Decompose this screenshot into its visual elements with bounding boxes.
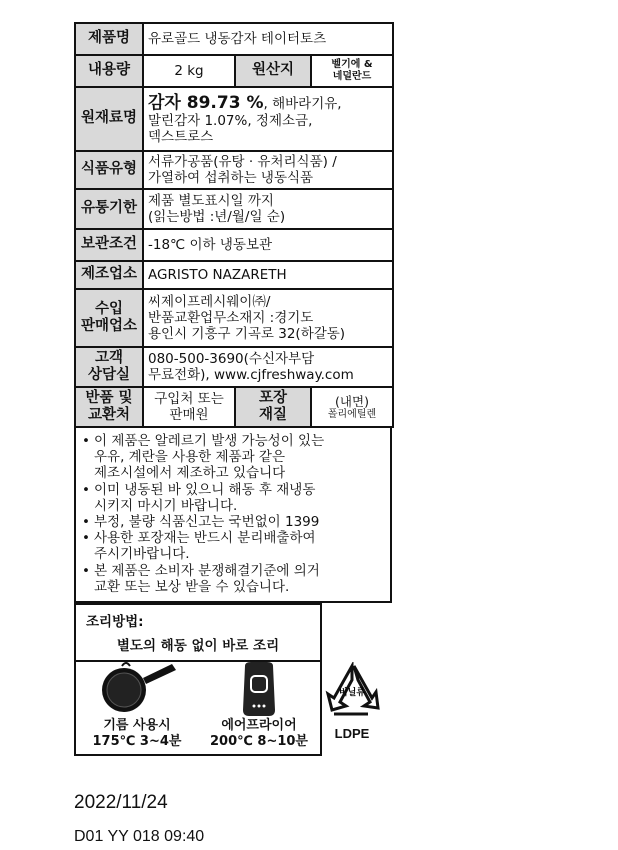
recycle-mark-text: 비닐류 [338,688,366,698]
frying-pan-icon [76,662,198,718]
pan-label: 기름 사용시 [103,718,171,733]
importer-label-1: 수입 [94,300,123,317]
maker-label: 제조업소 [75,261,143,289]
food-type-line-1: 서류가공품(유탕 · 유처리식품) / [148,153,337,170]
customer-label-2: 상담실 [87,367,131,383]
row-storage [75,229,393,261]
returns-label-2: 교환처 [87,407,131,423]
print-code: D01 YY 018 09:40 [74,828,205,845]
product-info-table [74,22,394,428]
warning-item [82,530,384,562]
recycle-icon [324,662,380,722]
warning-line: 교환 또는 보상 받을 수 있습니다. [94,578,290,595]
warning-line: 우유, 계란을 사용한 제품과 같은 [94,449,285,466]
warning-item [82,514,384,530]
row-customer [75,347,393,387]
warning-line: • 이미 냉동된 바 있으니 해동 후 재냉동 [94,481,316,498]
food-type-line-2: 가열하여 섭취하는 냉동식품 [148,170,314,186]
origin-value [311,55,393,87]
importer-line-3: 용인시 기흥구 기곡로 32(하갈동) [148,326,346,343]
importer-label-2: 판매업소 [80,318,138,334]
food-type-label: 식품유형 [75,151,143,189]
ingredients-line-2: 말린감자 1.07%, 정제소금, [148,113,313,129]
recycle-mark [324,662,380,752]
air-fryer-icon [198,662,320,718]
row-product-name [75,23,393,55]
ingredients-line-1: , 해바라기유, [263,95,342,112]
origin-line-1: 벨기에 & [331,58,373,70]
returns-label-1: 반품 및 [85,389,133,406]
amount-label: 내용량 [75,55,143,87]
packaging-value [311,387,393,427]
warning-item [82,563,384,595]
packaging-label-2: 재질 [258,407,287,423]
recycle-material: LDPE [334,726,370,741]
packaging-label [235,387,311,427]
ingredients-line-3: 덱스트로스 [148,129,214,146]
row-returns-packaging [75,387,393,427]
origin-label: 원산지 [235,55,311,87]
warning-line: • 이 제품은 알레르기 발생 가능성이 있는 [94,433,325,449]
warning-item [82,482,384,514]
customer-line-2: 무료전화), www.cjfreshway.com [148,367,354,383]
cooking-method-pan [76,662,198,754]
packaging-value-1: (내면) [335,393,369,409]
packaging-label-1: 포장 [258,389,287,406]
row-importer [75,289,393,347]
cooking-method-airfryer [198,662,320,754]
row-amount [75,55,393,87]
warning-line: • 부정, 불량 식품신고는 국번없이 1399 [94,513,320,530]
ingredients-value [143,87,393,151]
cooking-box [74,603,322,756]
packaging-value-2: 폴리에틸렌 [327,408,377,420]
storage-value: -18℃ 이하 냉동보관 [143,229,393,261]
warning-item [82,433,384,482]
customer-line-1: 080-500-3690(수신자부담 [148,350,315,367]
cooking-title: 조리방법: [86,614,144,630]
expiry-label: 유통기한 [75,189,143,229]
row-ingredients [75,87,393,151]
warning-line: 제조시설에서 제조하고 있습니다 [94,465,286,482]
returns-value [143,387,235,427]
returns-label [75,387,143,427]
pan-detail: 175℃ 3~4분 [92,733,182,749]
customer-value [143,347,393,387]
customer-label [75,347,143,387]
ingredients-highlight: 감자 89.73 % [148,92,264,113]
airfryer-label: 에어프라이어 [221,718,297,733]
cooking-methods [76,662,320,754]
warnings-box [74,428,392,603]
expiry-line-2: (읽는방법 :년/월/일 순) [148,209,286,225]
ingredients-label: 원재료명 [75,87,143,151]
warning-line: 시키지 마시기 바랍니다. [94,497,238,514]
expiry-value [143,189,393,229]
maker-value: AGRISTO NAZARETH [143,261,393,289]
customer-label-1: 고객 [94,349,123,366]
importer-label [75,289,143,347]
food-type-value [143,151,393,189]
nutrition-label [74,22,392,603]
product-name-value: 유로골드 냉동감자 테이터토츠 [143,23,393,55]
cooking-subtitle: 별도의 해동 없이 바로 조리 [76,630,320,662]
airfryer-detail: 200℃ 8~10분 [210,733,308,749]
warning-line: • 본 제품은 소비자 분쟁해결기준에 의거 [94,562,320,579]
print-date: 2022/11/24 [74,792,168,813]
product-name-label: 제품명 [75,23,143,55]
warnings-list [82,433,384,595]
storage-label: 보관조건 [75,229,143,261]
row-food-type [75,151,393,189]
origin-line-2: 네덜란드 [332,71,372,82]
expiry-line-1: 제품 별도표시일 까지 [148,192,274,209]
importer-line-2: 반품교환업무소재지 :경기도 [148,309,314,326]
warning-line: 주시기바랍니다. [94,546,190,563]
amount-value: 2 kg [143,55,235,87]
returns-value-1: 구입처 또는 [154,390,224,407]
importer-line-1: 씨제이프레시웨이㈜/ [148,293,271,310]
importer-value [143,289,393,347]
warning-line: • 사용한 포장재는 반드시 분리배출하여 [94,530,316,547]
returns-value-2: 판매원 [169,407,209,423]
row-expiry [75,189,393,229]
row-maker [75,261,393,289]
